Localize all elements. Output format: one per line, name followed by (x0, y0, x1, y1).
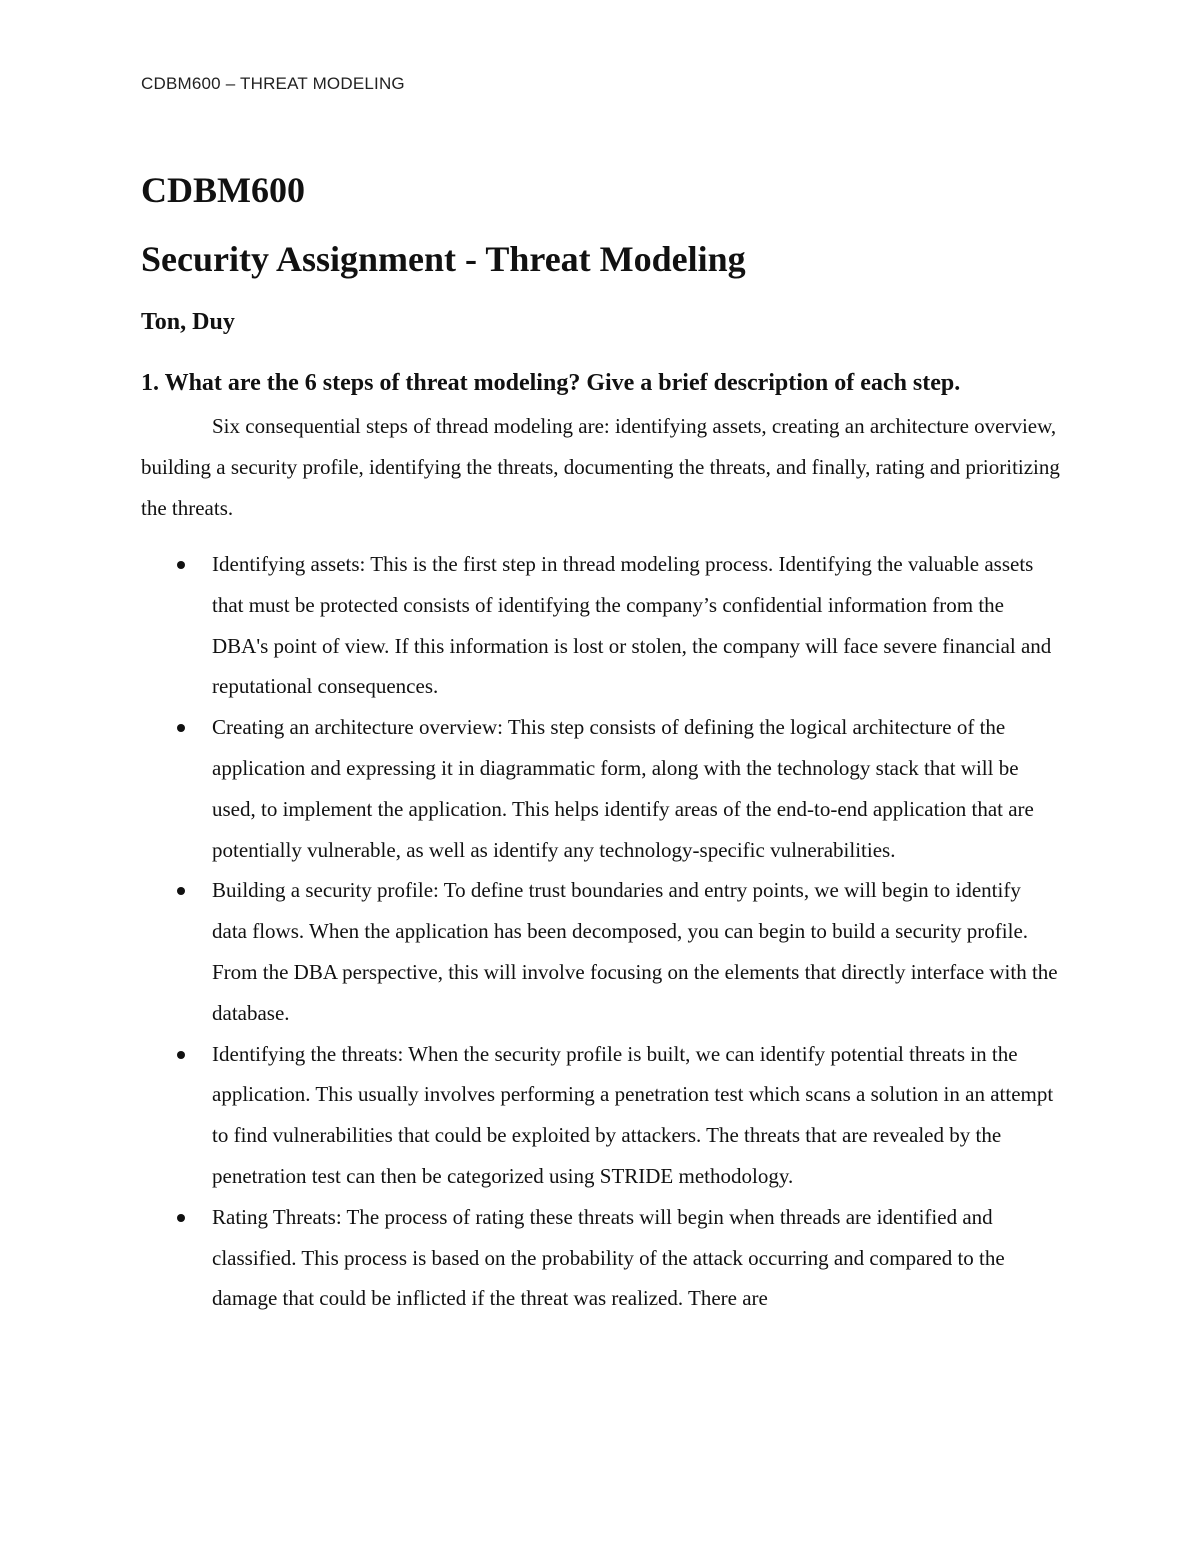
question-heading: 1. What are the 6 steps of threat modeling? Give a brief description of each step. (141, 370, 961, 396)
bullet-icon (177, 561, 185, 569)
list-item (141, 1034, 1061, 1197)
bullet-icon (177, 724, 185, 732)
step-text: Building a security profile: To define trust boundaries and entry points, we will begin to identify data flows. When the application has been decomposed, you can begin to build a security profile. From the DBA perspective, this will involve focusing on the elements that directly interface with the database. (212, 878, 1058, 1025)
step-text: Identifying the threats: When the security profile is built, we can identify potential threats in the application. This usually involves performing a penetration test which scans a solution in an attempt to find vulnerabilities that could be exploited by attackers. The threats that are revealed by the penetration test can then be categorized using STRIDE methodology. (212, 1041, 1054, 1188)
step-text: Identifying assets: This is the first step in thread modeling process. Identifying the valuable assets that must be protected consists of identifying the company’s confidential information from the DBA's point of view. If this information is lost or stolen, the company will face severe financial and reputational consequences. (212, 552, 1052, 699)
document-title: CDBM600 (141, 170, 305, 210)
list-item (141, 707, 1061, 870)
bullet-icon (177, 1214, 185, 1222)
author-name: Ton, Duy (141, 309, 235, 335)
running-header: CDBM600 – THREAT MODELING (141, 74, 405, 93)
list-item (141, 870, 1061, 1033)
list-item (141, 1197, 1061, 1319)
step-text: Creating an architecture overview: This step consists of defining the logical architecture of the application and expressing it in diagrammatic form, along with the technology stack that will be used, to implement the application. This helps identify areas of the end-to-end application that are potentially vulnerable, as well as identify any technology-specific vulnerabilities. (212, 715, 1034, 862)
steps-list (141, 544, 1061, 1319)
bullet-icon (177, 1051, 185, 1059)
step-text: Rating Threats: The process of rating these threats will begin when threads are identified and classified. This process is based on the probability of the attack occurring and compared to the damage that could be inflicted if the threat was realized. There are (212, 1204, 1005, 1311)
document-subtitle: Security Assignment - Threat Modeling (141, 239, 746, 279)
list-item (141, 544, 1061, 707)
intro-paragraph: Six consequential steps of thread modeling are: identifying assets, creating an architecture overview, building a security profile, identifying the threats, documenting the threats, and finally, rating and prioritizing the threats. (141, 414, 1060, 520)
bullet-icon (177, 887, 185, 895)
